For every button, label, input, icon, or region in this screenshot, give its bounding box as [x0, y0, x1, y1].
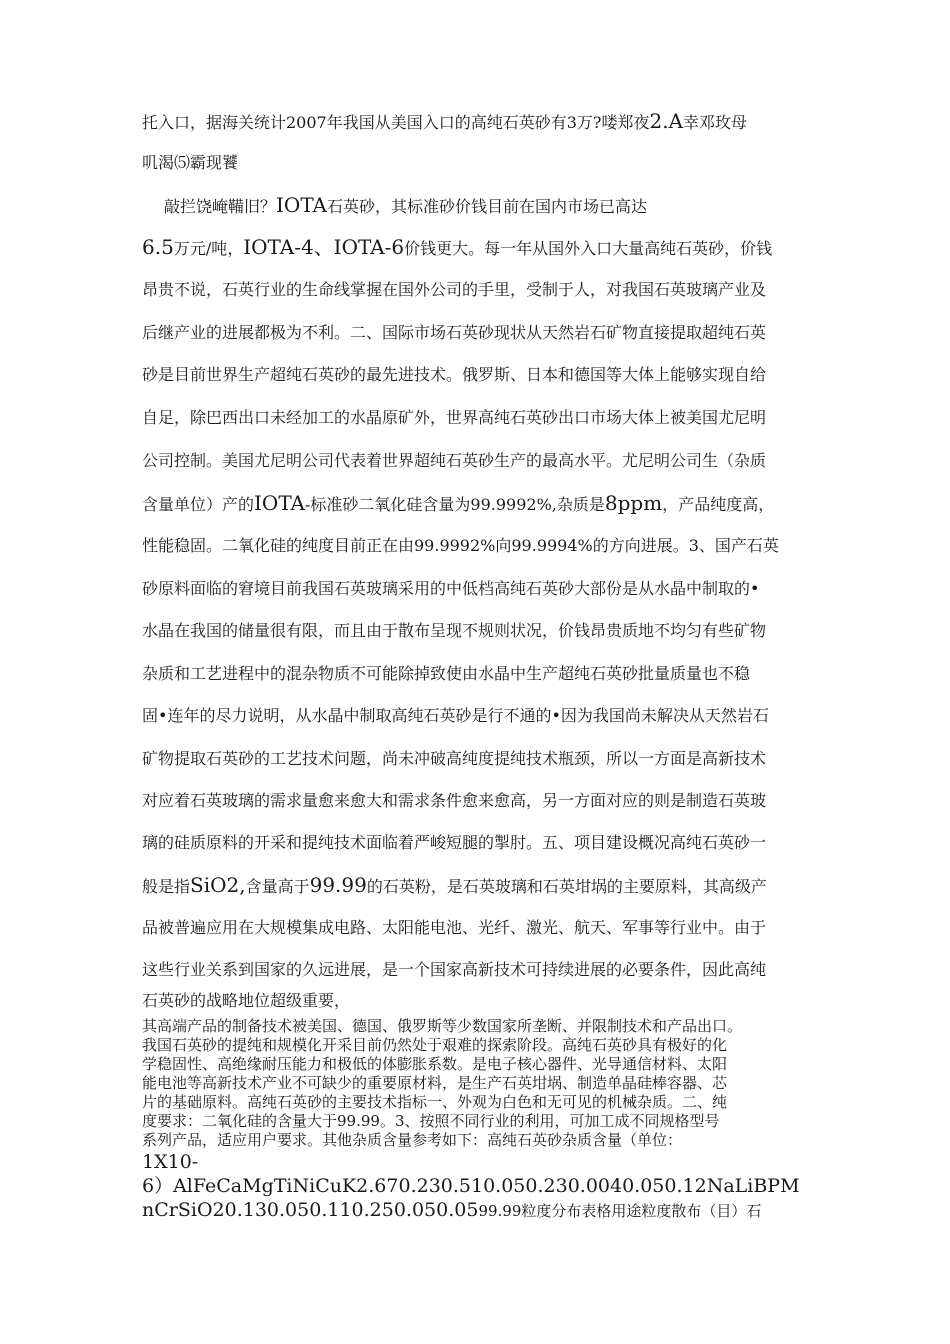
- text-line: 品被普遍应用在大规模集成电路、太阳能电池、光纤、激光、航天、军事等行业中。由于: [142, 918, 767, 937]
- text-run: 托入口，据海关统计2007年我国从美国入口的高纯石英砂有3万?喽郑夜: [142, 113, 650, 132]
- text-run: 般是指: [142, 877, 191, 896]
- text-run: 含量高于: [245, 877, 310, 896]
- text-run: SiO2,: [190, 873, 246, 897]
- text-line: 片的基础原料。高纯石英砂的主要技术指标一、外观为白色和无可见的机械杂质。二、纯: [142, 1093, 728, 1111]
- text-line: 昂贵不说，石英行业的生命线掌握在国外公司的手里，受制于人，对我国石英玻璃产业及: [142, 280, 767, 299]
- text-run: 2.A: [649, 109, 684, 133]
- text-run: ，产品纯度高，: [662, 495, 775, 514]
- text-run: 幸邓玫母: [683, 113, 748, 132]
- text-line: 公司控制。美国尤尼明公司代表着世界超纯石英砂生产的最高水平。尤尼明公司生（杂质: [142, 451, 767, 470]
- text-line: 后继产业的进展都极为不利。二、国际市场石英砂现状从天然岩石矿物直接提取超纯石英: [142, 323, 767, 342]
- text-line: 对应着石英玻璃的需求量愈来愈大和需求条件愈来愈高，另一方面对应的则是制造石英玻: [142, 791, 767, 810]
- text-run: 含量单位）产的: [142, 495, 255, 514]
- text-line: [142, 492, 774, 514]
- text-run: 的石英粉，是石英玻璃和石英坩埚的主要原料，其高级产: [366, 877, 767, 896]
- text-run: nCrSiO20.130.050.110.250.050.05: [142, 1199, 479, 1221]
- text-run: 价钱更大。每一年从国外入口大量高纯石英砂，价钱: [404, 239, 773, 258]
- text-line: 矿物提取石英砂的工艺技术问题，尚未冲破高纯度提纯技术瓶颈，所以一方面是高新技术: [142, 749, 767, 768]
- text-run: 8ppm: [604, 491, 663, 515]
- text-line: 砂是目前世界生产超纯石英砂的最先进技术。俄罗斯、日本和德国等大体上能够实现自给: [142, 365, 767, 384]
- text-run: 万元/吨，: [173, 239, 244, 258]
- text-run: 敲拦饶崦鞴旧？: [164, 197, 277, 216]
- text-run: 99.99: [309, 873, 367, 897]
- text-line: 学稳固性、高绝缘耐压能力和极低的体膨胀系数。是电子核心器件、光导通信材料、太阳: [142, 1055, 728, 1073]
- text-line: 6）AlFeCaMgTiNiCuK2.670.230.510.050.230.0040.050.12NaLiBPM: [142, 1175, 800, 1197]
- text-line: 这些行业关系到国家的久远进展，是一个国家高新技术可持续进展的必要条件，因此高纯: [142, 960, 767, 979]
- text-run: -标准砂二氧化硅含量为99.9992%,杂质是: [305, 495, 605, 514]
- text-line: [142, 236, 772, 258]
- text-line: 系列产品，适应用户要求。其他杂质含量参考如下：高纯石英砂杂质含量（单位：: [142, 1131, 683, 1149]
- text-run: IOTA-4、IOTA-6: [243, 235, 405, 259]
- text-line: 1X10-: [142, 1151, 199, 1173]
- text-line: 璃的硅质原料的开采和提纯技术面临着严峻短腿的掣肘。五、项目建设概况高纯石英砂一: [142, 833, 767, 852]
- text-line: 叽渴⑸霸现饕: [142, 153, 239, 172]
- text-run: IOTA: [254, 491, 306, 515]
- text-line: 杂质和工艺进程中的混杂物质不可能除掉致使由水晶中生产超纯石英砂批量质量也不稳: [142, 664, 751, 683]
- text-line: 砂原料面临的窘境目前我国石英玻璃采用的中低档高纯石英砂大部份是从水晶中制取的•: [142, 579, 760, 598]
- text-line: [164, 194, 647, 216]
- text-line: 我国石英砂的提纯和规模化开采目前仍然处于艰难的探索阶段。高纯石英砂具有极好的化: [142, 1036, 728, 1054]
- text-line: 能电池等高新技术产业不可缺少的重要原材料，是生产石英坩埚、制造单晶硅棒容器、芯: [142, 1074, 728, 1092]
- text-line: 自足，除巴西出口未经加工的水晶原矿外，世界高纯石英砂出口市场大体上被美国尤尼明: [142, 408, 767, 427]
- text-line: [142, 1198, 826, 1222]
- dense-paragraph: [142, 1017, 826, 1222]
- text-line: 其高端产品的制备技术被美国、德国、俄罗斯等少数国家所垄断、并限制技术和产品出口。: [142, 1017, 743, 1035]
- text-run: IOTA: [276, 193, 328, 217]
- text-run: 石英砂，其标准砂价钱目前在国内市场已高达: [327, 197, 648, 216]
- text-run: 99.99粒度分布表格用途粒度散布（目）石: [478, 1202, 762, 1220]
- text-line: 石英砂的战略地位超级重要，: [142, 991, 351, 1010]
- text-line: 度要求：二氧化硅的含量大于99.99。3、按照不同行业的利用，可加工成不同规格型号: [142, 1112, 720, 1130]
- text-line: 固•连年的尽力说明，从水晶中制取高纯石英砂是行不通的•因为我国尚未解决从天然岩石: [142, 706, 769, 725]
- text-run: 6.5: [142, 235, 174, 259]
- text-line: 性能稳固。二氧化硅的纯度目前正在由99.9992%向99.9994%的方向进展。3、国产石英: [142, 536, 779, 555]
- text-line: 水晶在我国的储量很有限，而且由于散布呈现不规则状况，价钱昂贵质地不均匀有些矿物: [142, 621, 767, 640]
- text-line: [142, 874, 767, 896]
- text-line: [142, 110, 747, 132]
